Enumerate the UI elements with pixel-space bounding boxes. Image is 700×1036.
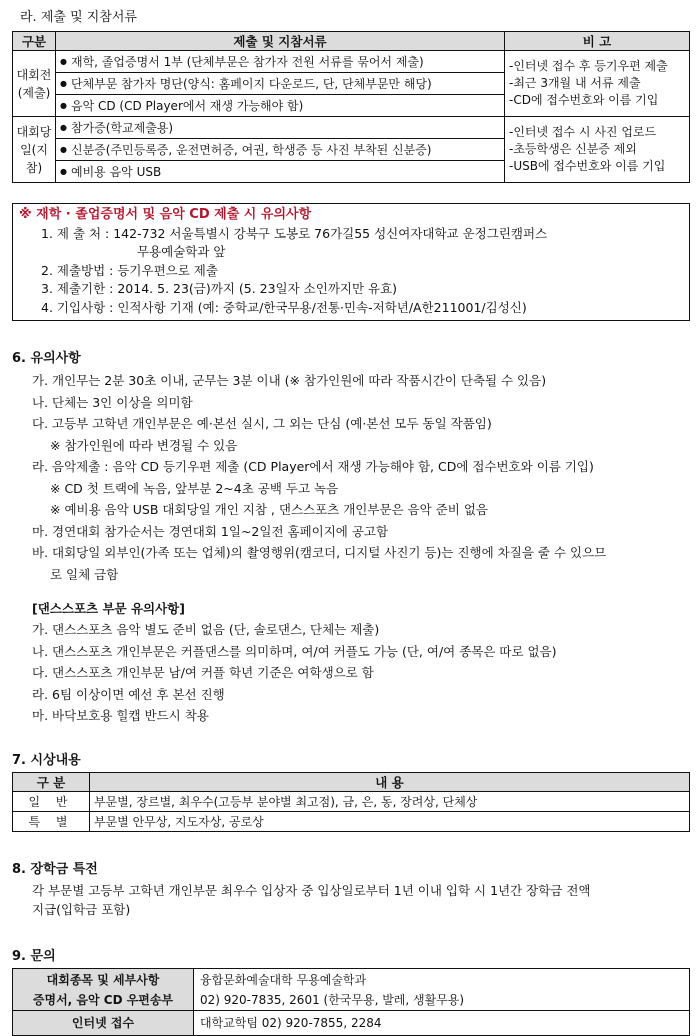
contact-value-line: 융합문화예술대학 무용예술학과 bbox=[200, 972, 367, 987]
list-item: 나. 단체는 3인 이상을 의미함 bbox=[32, 394, 193, 410]
section-contact bbox=[12, 945, 690, 1036]
dance-sport-list bbox=[12, 619, 690, 727]
submission-header-row bbox=[13, 32, 690, 51]
section-title: 6. 유의사항 bbox=[12, 351, 81, 366]
notice-box bbox=[12, 203, 690, 321]
remarks-pre-event bbox=[505, 51, 690, 117]
document-item: ● 참가증(학교제출용) bbox=[56, 117, 505, 139]
remark-line: -인터넷 접수 시 사진 업로드 bbox=[509, 125, 657, 139]
document-item: ● 음악 CD (CD Player에서 재생 가능해야 함) bbox=[56, 95, 505, 117]
header-content: 내 용 bbox=[90, 772, 690, 791]
contact-value-line: 02) 920-7835, 2601 (한국무용, 발레, 생활무용) bbox=[200, 992, 465, 1007]
notice-item-continuation: 무용예술학과 앞 bbox=[137, 244, 226, 259]
list-item: 가. 댄스스포츠 음악 별도 준비 없음 (단, 솔로댄스, 단체는 제출) bbox=[32, 622, 380, 637]
table-row bbox=[13, 791, 690, 811]
contact-table bbox=[12, 968, 690, 1036]
table-row bbox=[13, 811, 690, 831]
header-category: 구분 bbox=[13, 32, 56, 51]
table-row bbox=[13, 1010, 690, 1035]
scholarship-text bbox=[12, 881, 690, 919]
list-item: ※ 예비용 음악 USB 대회당일 개인 지참 , 댄스스포츠 개인부문은 음악 준비 없음 bbox=[50, 502, 488, 517]
table-row bbox=[13, 968, 690, 1010]
list-item: 라. 6팀 이상이면 예선 후 본선 진행 bbox=[32, 686, 225, 702]
text-line: 각 부문별 고등부 고학년 개인부문 최우수 입상자 중 입상일로부터 1년 이내 입학 시 1년간 장학금 전액 bbox=[32, 882, 591, 898]
submission-title: 라. 제출 및 지참서류 bbox=[20, 10, 137, 25]
document-item: ● 재학, 졸업증명서 1부 (단체부문은 참가자 전원 서류를 묶어서 제출) bbox=[56, 51, 505, 73]
list-item: 마. 바닥보호용 힐캡 반드시 착용 bbox=[32, 708, 209, 723]
table-row bbox=[13, 117, 690, 139]
award-category: 특 별 bbox=[13, 811, 90, 831]
list-item: 나. 댄스스포츠 개인부문은 커플댄스를 의미하며, 여/여 커플도 가능 (단, 여/여 종목은 따로 없음) bbox=[32, 643, 557, 659]
list-item: 다. 고등부 고학년 개인부문은 예·본선 실시, 그 외는 단심 (예·본선 모두 동일 작품임) bbox=[32, 416, 492, 431]
section-title: 9. 문의 bbox=[12, 948, 56, 964]
list-item: 라. 음악제출 : 음악 CD 등기우편 제출 (CD Player에서 재생 가능해야 함, CD에 접수번호와 이름 기입) bbox=[32, 459, 594, 474]
contact-value: 대학교학팀 02) 920-7855, 2284 bbox=[194, 1010, 690, 1035]
awards-header-row bbox=[13, 772, 690, 791]
list-item: 마. 경연대회 참가순서는 경연대회 1일~2일전 홈페이지에 공고함 bbox=[32, 523, 389, 539]
award-content: 부문별, 장르별, 최우수(고등부 분야별 최고점), 금, 은, 동, 장려상, 단체상 bbox=[90, 791, 690, 811]
remark-line: -인터넷 접수 후 등기우편 제출 bbox=[509, 59, 668, 73]
table-row bbox=[13, 51, 690, 73]
contact-label-line: 대회종목 및 세부사항 bbox=[46, 972, 160, 987]
remark-line: -최근 3개월 내 서류 제출 bbox=[509, 76, 641, 90]
notice-item: 1. 제 출 처 : 142-732 서울특별시 강북구 도봉로 76가길55 성신여자대학교 운정그린캠퍼스 bbox=[41, 225, 548, 241]
list-item: 다. 댄스스포츠 개인부문 남/여 커플 학년 기준은 여학생으로 함 bbox=[32, 665, 374, 680]
section-scholarship bbox=[12, 858, 690, 919]
document-item: ● 예비용 음악 USB bbox=[56, 161, 505, 183]
header-documents: 제출 및 지참서류 bbox=[56, 32, 505, 51]
category-pre-event: 대회전(제출) bbox=[13, 51, 56, 117]
remark-line: -USB에 접수번호와 이름 기입 bbox=[509, 159, 666, 173]
contact-label-line: 증명서, 음악 CD 우편송부 bbox=[32, 992, 174, 1007]
contact-label: 인터넷 접수 bbox=[13, 1010, 194, 1035]
notice-title: ※ 재학 · 졸업증명서 및 음악 CD 제출 시 유의사항 bbox=[19, 207, 312, 222]
dance-sport-title: [댄스스포츠 부문 유의사항] bbox=[32, 601, 185, 616]
precautions-list bbox=[12, 370, 690, 585]
notice-item: 2. 제출방법 : 등기우편으로 제출 bbox=[41, 262, 218, 278]
remark-line: -초등학생은 신분증 제외 bbox=[509, 142, 637, 156]
list-item: 로 일체 금함 bbox=[50, 566, 119, 582]
header-category: 구 분 bbox=[13, 772, 90, 791]
remarks-event-day bbox=[505, 117, 690, 183]
section-title: 7. 시상내용 bbox=[12, 752, 81, 768]
section-title: 8. 장학금 특전 bbox=[12, 861, 98, 877]
text-line: 지급(입학금 포함) bbox=[32, 901, 131, 917]
document-item: ● 단체부문 참가자 명단(양식: 홈페이지 다운로드, 단, 단체부문만 해당) bbox=[56, 73, 505, 95]
awards-table bbox=[12, 772, 690, 832]
contact-label bbox=[13, 968, 194, 1010]
document-item: ● 신분증(주민등록증, 운전면허증, 여권, 학생증 등 사진 부착된 신분증) bbox=[56, 139, 505, 161]
submission-table bbox=[12, 31, 690, 183]
category-event-day: 대회당일(지참) bbox=[13, 117, 56, 183]
notice-item: 4. 기입사항 : 인적사항 기재 (예: 중학교/한국무용/전통·민속-저학년/A한211001/김성신) bbox=[41, 299, 527, 315]
notice-item: 3. 제출기한 : 2014. 5. 23(금)까지 (5. 23일자 소인까지만 유효) bbox=[41, 281, 398, 296]
list-item: 바. 대회당일 외부인(가족 또는 업체)의 촬영행위(캠코더, 디지털 사진기 등)는 진행에 차질을 줄 수 있으므 bbox=[32, 545, 607, 560]
list-item: ※ 참가인원에 따라 변경될 수 있음 bbox=[50, 437, 238, 453]
contact-value bbox=[194, 968, 690, 1010]
header-remarks: 비 고 bbox=[505, 32, 690, 51]
section-precautions bbox=[12, 347, 690, 727]
award-category: 일 반 bbox=[13, 791, 90, 811]
list-item: 가. 개인무는 2분 30초 이내, 군무는 3분 이내 (※ 참가인원에 따라 작품시간이 단축될 수 있음) bbox=[32, 373, 547, 388]
award-content: 부문별 안무상, 지도자상, 공로상 bbox=[90, 811, 690, 831]
remark-line: -CD에 접수번호와 이름 기입 bbox=[509, 93, 659, 107]
list-item: ※ CD 첫 트랙에 녹음, 앞부분 2~4초 공백 두고 녹음 bbox=[50, 480, 339, 496]
section-awards bbox=[12, 749, 690, 832]
